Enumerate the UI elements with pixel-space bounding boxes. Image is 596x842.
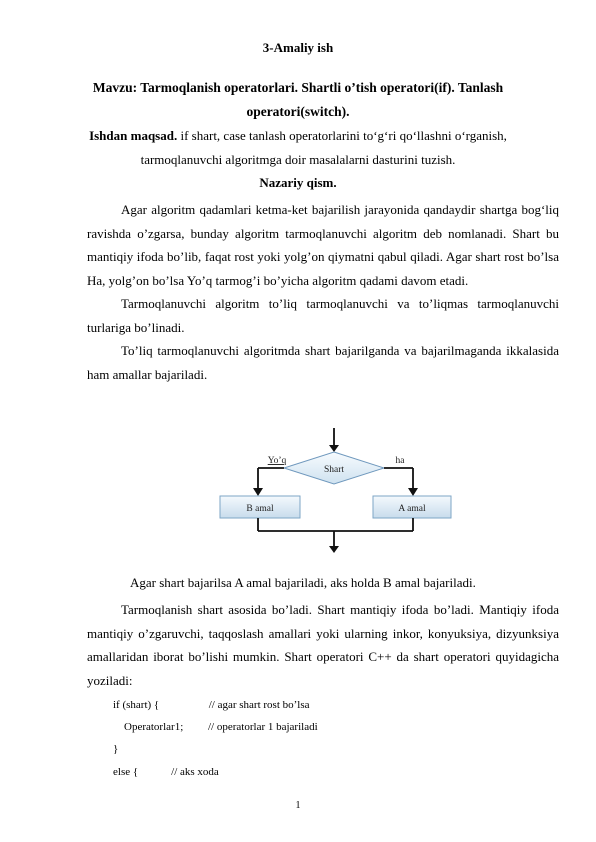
- condition-label: Shart: [323, 465, 345, 475]
- code-line-1: if (shart) { // agar shart rost bo’lsa: [113, 699, 310, 711]
- topic-line-1: Mavzu: Tarmoqlanish operatorlari. Shartli o’tish operatori(if). Tanlash: [92, 80, 504, 95]
- a-action-label: A amal: [398, 504, 426, 514]
- page-title: 3-Amaliy ish: [262, 40, 334, 55]
- topic: [0, 76, 596, 124]
- theory-heading: Nazariy qism.: [259, 175, 337, 190]
- paragraph-4: Tarmoqlanish shart asosida bo’ladi. Shart mantiqiy ifoda bo’ladi. Mantiqiy ifoda mantiqiy o’zgaruvchi, taqqoslash amallari yoki ularning inkor, konyuksiya, dizyunksiya amallaridan iborat bo’lishi mumkin. Shart operatori C++ da shart operatori quyidagicha yoziladi:: [87, 602, 559, 688]
- yes-label: ha: [395, 456, 405, 466]
- b-action-label: B amal: [246, 504, 274, 514]
- body-text-bottom: [87, 598, 559, 692]
- figure-caption: Agar shart bajarilsa A amal bajariladi, aks holda B amal bajariladi.: [130, 575, 476, 590]
- code-line-4: else { // aks xoda: [113, 766, 219, 778]
- aim-line-2: tarmoqlanuvchi algoritmga doir masalalarni dasturini tuzish.: [140, 152, 456, 167]
- entry-arrowhead: [329, 445, 339, 452]
- topic-line-2: operatori(switch).: [246, 104, 350, 119]
- no-label: Yo’q: [267, 456, 287, 466]
- no-branch-arrowhead: [253, 488, 263, 496]
- aim-text-1: if shart, case tanlash operatorlarini to‘g‘ri qo‘llashni o‘rganish,: [177, 128, 507, 143]
- paragraph-1: Agar algoritm qadamlari ketma-ket bajarilish jarayonida qandaydir shartga bog‘liq ravishda o’zgarsa, bunday algoritm tarmoqlanuvchi algoritm deb nomlanadi. Shart bu mantiqiy ifoda bo’lib, faqat rost yoki yolg’on qiymatni qabul qiladi. Agar shart rost bo’lsa Ha, yolg’on bo’lsa Yo’q tarmog’i bo’yicha algoritm qadami davom etadi.: [87, 202, 559, 288]
- paragraph-3: To’liq tarmoqlanuvchi algoritmda shart bajarilganda va bajarilmaganda ikkalasida ham amallar bajariladi.: [87, 343, 559, 382]
- exit-arrowhead: [329, 546, 339, 553]
- aim-line-1: [0, 124, 596, 148]
- body-text-top: [87, 198, 559, 386]
- code-line-2: Operatorlar1; // operatorlar 1 bajariladi: [113, 721, 318, 733]
- page-number: 1: [295, 800, 301, 811]
- yes-branch-arrowhead: [408, 488, 418, 496]
- paragraph-2: Tarmoqlanuvchi algoritm to’liq tarmoqlanuvchi va to’liqmas tarmoqlanuvchi turlariga bo’linadi.: [87, 296, 559, 335]
- code-line-3: }: [113, 743, 119, 755]
- aim-label: Ishdan maqsad.: [89, 128, 178, 143]
- aim: [0, 124, 596, 172]
- flowchart: [208, 418, 460, 558]
